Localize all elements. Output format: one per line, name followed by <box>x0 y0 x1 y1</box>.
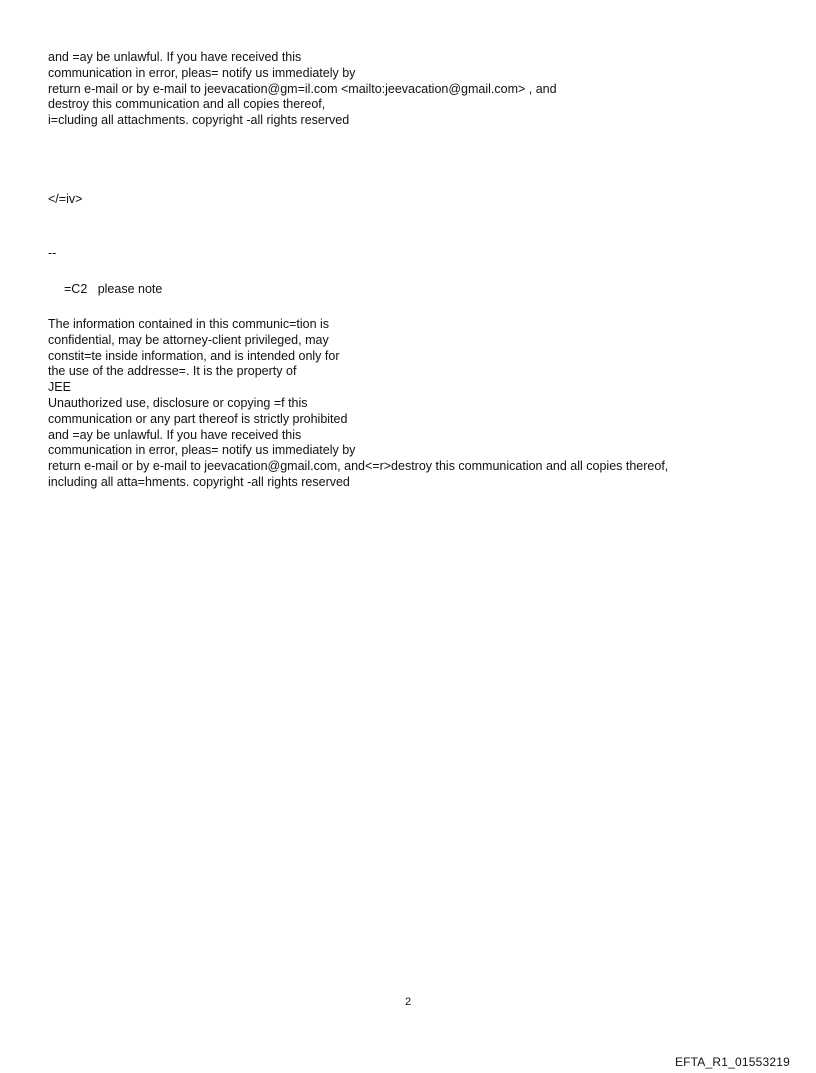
text-line: including all atta=hments. copyright -all rights reserved <box>48 474 350 489</box>
text-line: Unauthorized use, disclosure or copying =f this <box>48 395 308 410</box>
text-line: destroy this communication and all copies thereof, <box>48 97 326 112</box>
text-line: i=cluding all attachments. copyright -all rights reserved <box>48 113 350 128</box>
text-line: confidential, may be attorney-client privileged, may <box>48 332 329 347</box>
text-line: The information contained in this communic=tion is <box>48 317 330 331</box>
text-line: and =ay be unlawful. If you have received this <box>48 427 302 442</box>
signature-separator: -- <box>48 246 57 260</box>
text-line: and =ay be unlawful. If you have received this <box>48 50 302 64</box>
text-line: constit=te inside information, and is intended only for <box>48 348 340 363</box>
text-line: communication in error, pleas= notify us immediately by <box>48 65 356 80</box>
text-line: communication or any part thereof is strictly prohibited <box>48 411 348 426</box>
page-number: 2 <box>404 996 412 1008</box>
disclaimer-paragraph-2 <box>48 317 668 491</box>
disclaimer-paragraph-1 <box>48 50 557 129</box>
text-line: return e-mail or by e-mail to jeevacation@gm=il.com <mailto:jeevacation@gmail.com> , and <box>48 81 557 96</box>
text-line: communication in error, pleas= notify us immediately by <box>48 443 356 458</box>
div-close-tag-text: </=iv> <box>48 192 83 206</box>
text-line: return e-mail or by e-mail to jeevacation@gmail.com, and<=r>destroy this communication and all copies thereof, <box>48 459 669 474</box>
text-line: the use of the addresse=. It is the property of <box>48 364 297 379</box>
please-note-line: =C2 please note <box>64 282 163 296</box>
document-id: EFTA_R1_01553219 <box>674 1055 790 1069</box>
text-line: JEE <box>48 380 71 395</box>
